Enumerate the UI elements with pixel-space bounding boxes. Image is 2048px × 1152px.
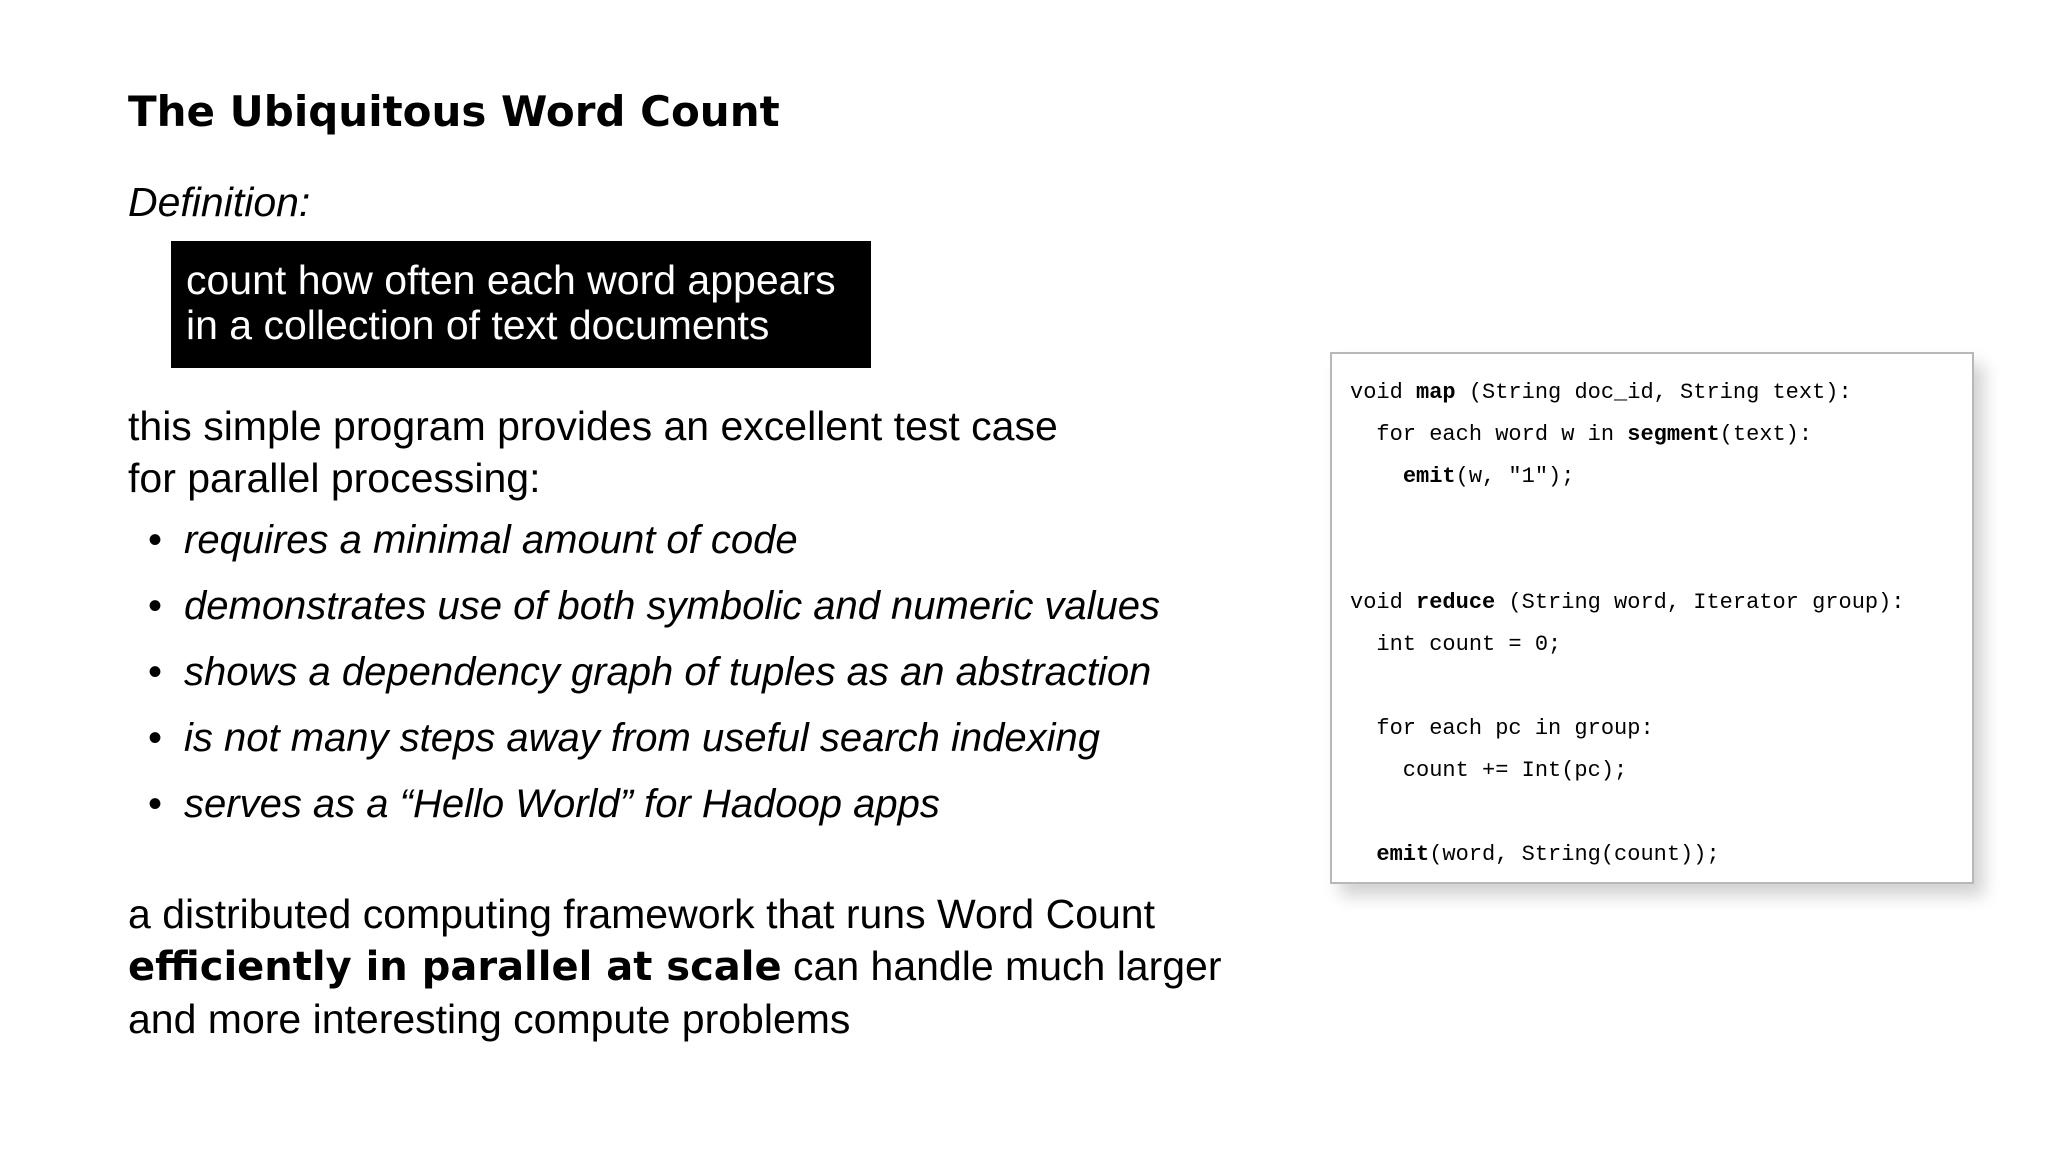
code-text: (String doc_id, String text):: [1455, 380, 1852, 405]
code-listing: [1330, 352, 1974, 884]
bullet-item: [148, 710, 1160, 776]
intro-line-1: this simple program provides an excellent test case: [128, 403, 1058, 449]
closing-emphasis: efficiently in parallel at scale: [128, 944, 782, 990]
code-keyword: void: [1350, 590, 1417, 615]
closing-paragraph: [128, 888, 1222, 1045]
bullet-text: serves as a “Hello World” for Hadoop apps: [184, 782, 940, 826]
code-text: (text):: [1719, 422, 1813, 447]
code-line-reduce-emit: [1350, 834, 1972, 876]
code-text: for each word w in: [1350, 422, 1628, 447]
code-indent: [1350, 842, 1376, 867]
slide-title: The Ubiquitous Word Count: [128, 87, 780, 136]
bullet-text: shows a dependency graph of tuples as an abstraction: [184, 650, 1152, 694]
definition-line-1: count how often each word appears: [186, 257, 836, 303]
code-text: (String word, Iterator group):: [1495, 590, 1905, 615]
code-function-name: emit: [1376, 842, 1430, 867]
code-blank-line: [1350, 666, 1972, 708]
code-line-map-emit: [1350, 456, 1972, 498]
code-function-name: emit: [1402, 464, 1456, 489]
code-line-int-count: int count = 0;: [1350, 632, 1562, 657]
closing-line-3: and more interesting compute problems: [128, 996, 851, 1042]
closing-line-2: [128, 940, 1222, 993]
code-blank-line: [1350, 498, 1972, 540]
code-indent: [1350, 464, 1403, 489]
code-function-name: map: [1416, 380, 1456, 405]
code-blank-line: [1350, 792, 1972, 834]
code-text: (word, String(count));: [1429, 842, 1720, 867]
bullet-item: [148, 644, 1160, 710]
bullet-list: [148, 512, 1160, 842]
code-line-reduce-loop: for each pc in group:: [1350, 716, 1654, 741]
bullet-item: [148, 512, 1160, 578]
code-function-name: segment: [1627, 422, 1720, 447]
definition-box: [171, 241, 871, 368]
code-line-count-increment: count += Int(pc);: [1350, 758, 1628, 783]
definition-label: Definition:: [128, 179, 311, 225]
bullet-item: [148, 578, 1160, 644]
bullet-dot: •: [148, 518, 163, 562]
intro-text: [128, 400, 1058, 504]
bullet-dot: •: [148, 782, 163, 826]
intro-line-2: for parallel processing:: [128, 455, 541, 501]
closing-line-1: a distributed computing framework that runs Word Count: [128, 891, 1156, 937]
bullet-dot: •: [148, 650, 163, 694]
closing-line-2-rest: can handle much larger: [781, 943, 1222, 989]
code-line-map-signature: [1350, 372, 1972, 414]
bullet-dot: •: [148, 584, 163, 628]
code-line-map-loop: [1350, 414, 1972, 456]
code-function-name: reduce: [1416, 590, 1496, 615]
bullet-dot: •: [148, 716, 163, 760]
code-keyword: void: [1350, 380, 1417, 405]
definition-line-2: in a collection of text documents: [186, 302, 770, 348]
bullet-item: [148, 776, 1160, 842]
bullet-text: demonstrates use of both symbolic and numeric values: [184, 584, 1161, 628]
bullet-text: requires a minimal amount of code: [184, 518, 798, 562]
bullet-text: is not many steps away from useful search indexing: [184, 716, 1100, 760]
code-blank-line: [1350, 540, 1972, 582]
code-text: (w, "1");: [1455, 464, 1575, 489]
code-line-reduce-signature: [1350, 582, 1972, 624]
